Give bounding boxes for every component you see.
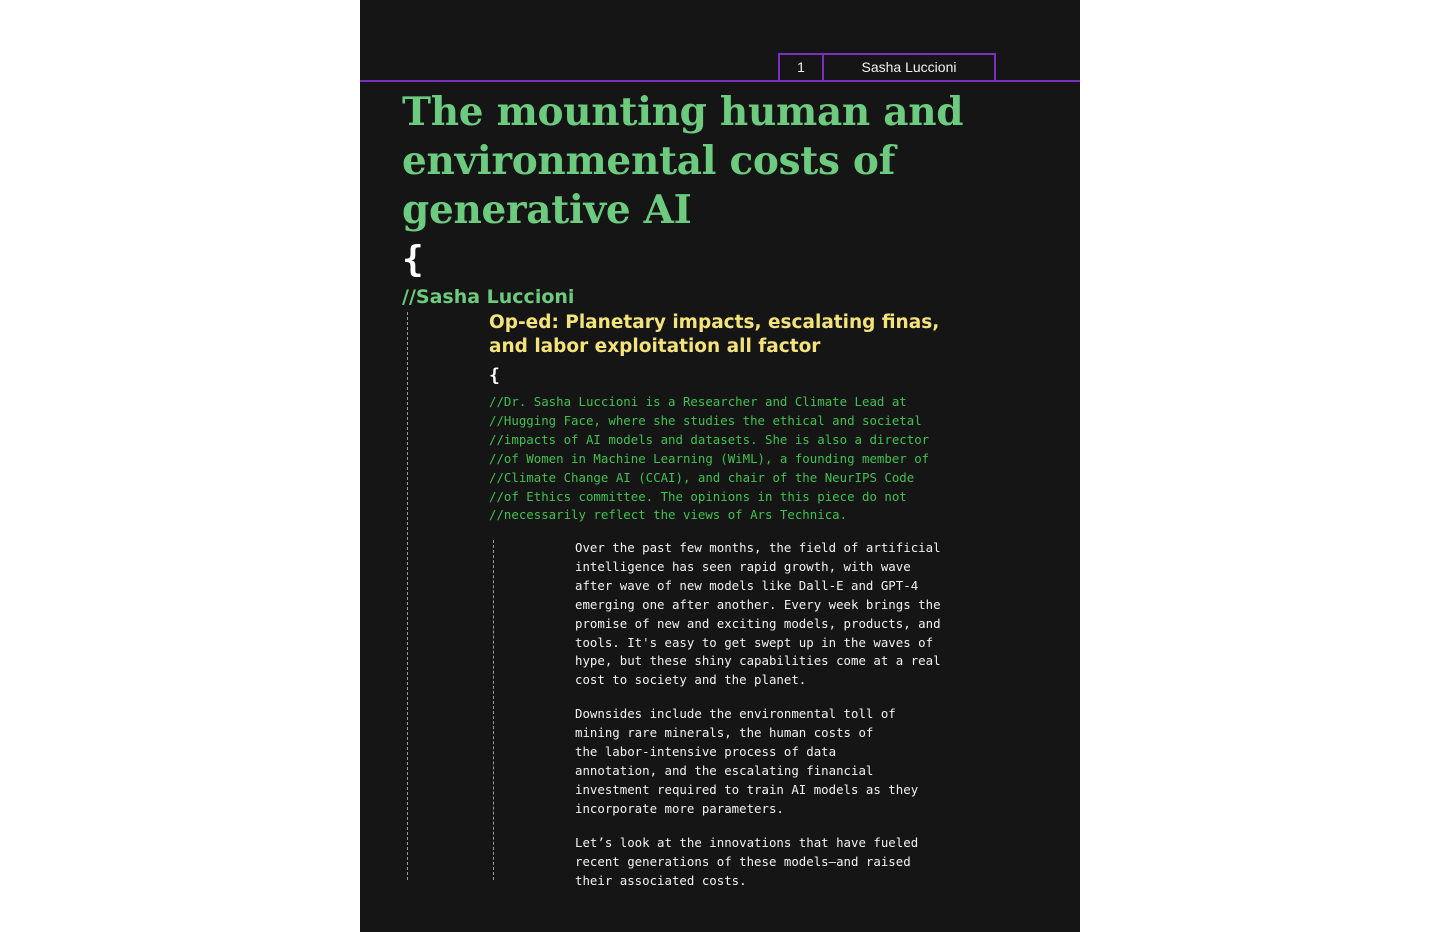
body-line: Let’s look at the innovations that have fueled [575,834,919,850]
body-line: Over the past few months, the field of artificial [575,540,941,555]
open-brace-decoration: { [402,239,424,280]
dashed-guide-outer [407,312,408,880]
bio-line: //necessarily reflect the views of Ars Technica. [489,507,848,523]
bio-line: //impacts of AI models and datasets. She is also a director [489,431,930,447]
body-paragraph [575,539,1005,690]
body-line: the labor-intensive process of data [575,744,837,760]
body-line: emerging one after another. Every week brings the [575,596,941,612]
title-line: generative AI [402,187,692,233]
body-line: incorporate more parameters. [575,800,784,816]
body-line: mining rare minerals, the human costs of [575,725,874,741]
body-line: their associated costs. [575,872,747,888]
article-title [402,88,1042,235]
title-line: environmental costs of [402,138,896,184]
header-author-tab: Sasha Luccioni [822,53,996,82]
body-paragraph [575,705,1005,818]
body-line: investment required to train AI models as they [575,781,919,797]
bio-line: //of Women in Machine Learning (WiML), a founding member of [489,450,930,466]
bio-line: //of Ethics committee. The opinions in this piece do not [489,488,907,504]
body-line: recent generations of these models—and raised [575,853,911,869]
body-line: tools. It's easy to get swept up in the waves of [575,634,934,650]
page-number: 1 [778,53,824,82]
bio-line: //Dr. Sasha Luccioni is a Researcher and Climate Lead at [489,394,907,409]
dashed-guide-inner [493,540,494,880]
body-line: hype, but these shiny capabilities come at a real [575,653,941,669]
body-line: promise of new and exciting models, products, and [575,615,941,631]
body-line: Downsides include the environmental toll of [575,706,896,722]
sub-brace-decoration: { [489,365,500,386]
body-line: annotation, and the escalating financial [575,762,874,778]
body-line: intelligence has seen rapid growth, with wave [575,558,911,574]
author-byline: //Sasha Luccioni [402,286,575,308]
subtitle-line: Op-ed: Planetary impacts, escalating finas, [489,312,940,333]
body-line: after wave of new models like Dall-E and GPT-4 [575,577,919,593]
bio-line: //Climate Change AI (CCAI), and chair of the NeurIPS Code [489,469,915,485]
article-subtitle [489,311,989,359]
body-paragraph [575,834,1005,891]
author-bio [489,393,1009,525]
title-line: The mounting human and [402,89,964,135]
article-page [360,0,1080,932]
subtitle-line: and labor exploitation all factor [489,336,821,357]
body-line: cost to society and the planet. [575,672,807,688]
article-body [575,539,1005,905]
bio-line: //Hugging Face, where she studies the ethical and societal [489,412,922,428]
